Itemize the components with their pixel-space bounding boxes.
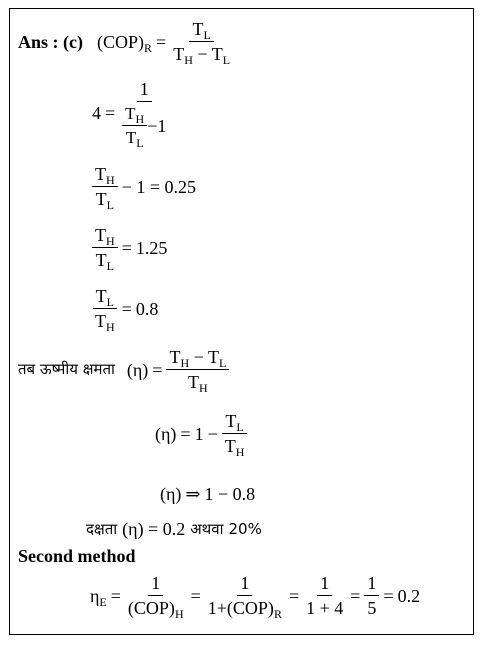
efficiency-result: दक्षता (η) = 0.2 अथवा 20% [86, 519, 262, 539]
cop-refrigerator: $(COP)_R$ [97, 31, 153, 55]
hindi-thermal-efficiency: तब ऊष्मीय क्षमता [18, 360, 115, 378]
equation-ratio-minus-one: $\frac{T_H}{T_L}$ − 1 = 0.25 [92, 165, 196, 208]
efficiency-definition: तब ऊष्मीय क्षमता (η) = $\frac{T_H - T_L}{T_H}$ [18, 348, 229, 391]
solution-box [9, 8, 474, 635]
equation-ratio-08: $\frac{T_L}{T_H}$ = 0.8 [92, 287, 158, 330]
equation-ratio-125: $\frac{T_H}{T_L}$ = 1.25 [92, 226, 167, 269]
answer-label: Ans : (c) [18, 31, 83, 52]
answer-line: Ans : (c) $(COP)_R$ = $\frac{T_L}{T_H - T_L}$ [18, 20, 233, 63]
efficiency-one-minus: (η) = 1 − $\frac{T_L}{T_H}$ [155, 412, 247, 455]
cop-fraction: $\frac{T_L}{T_H - T_L}$ [173, 19, 231, 67]
second-method-equation: $\eta_E$ = $\frac{1}{(COP)_H}$ = $\frac{1}{1+(COP)_R}$ = $\frac{1}{1 + 4}$ = $\frac{1}{5}$ = 0.2 [90, 573, 421, 621]
efficiency-substitution: (η) ⇒ 1 − 0.8 [160, 484, 256, 504]
equation-4: 4 = 1 $\frac{T_H}{T_L}$ −1 [92, 79, 167, 150]
second-method-heading: Second method [18, 546, 136, 566]
